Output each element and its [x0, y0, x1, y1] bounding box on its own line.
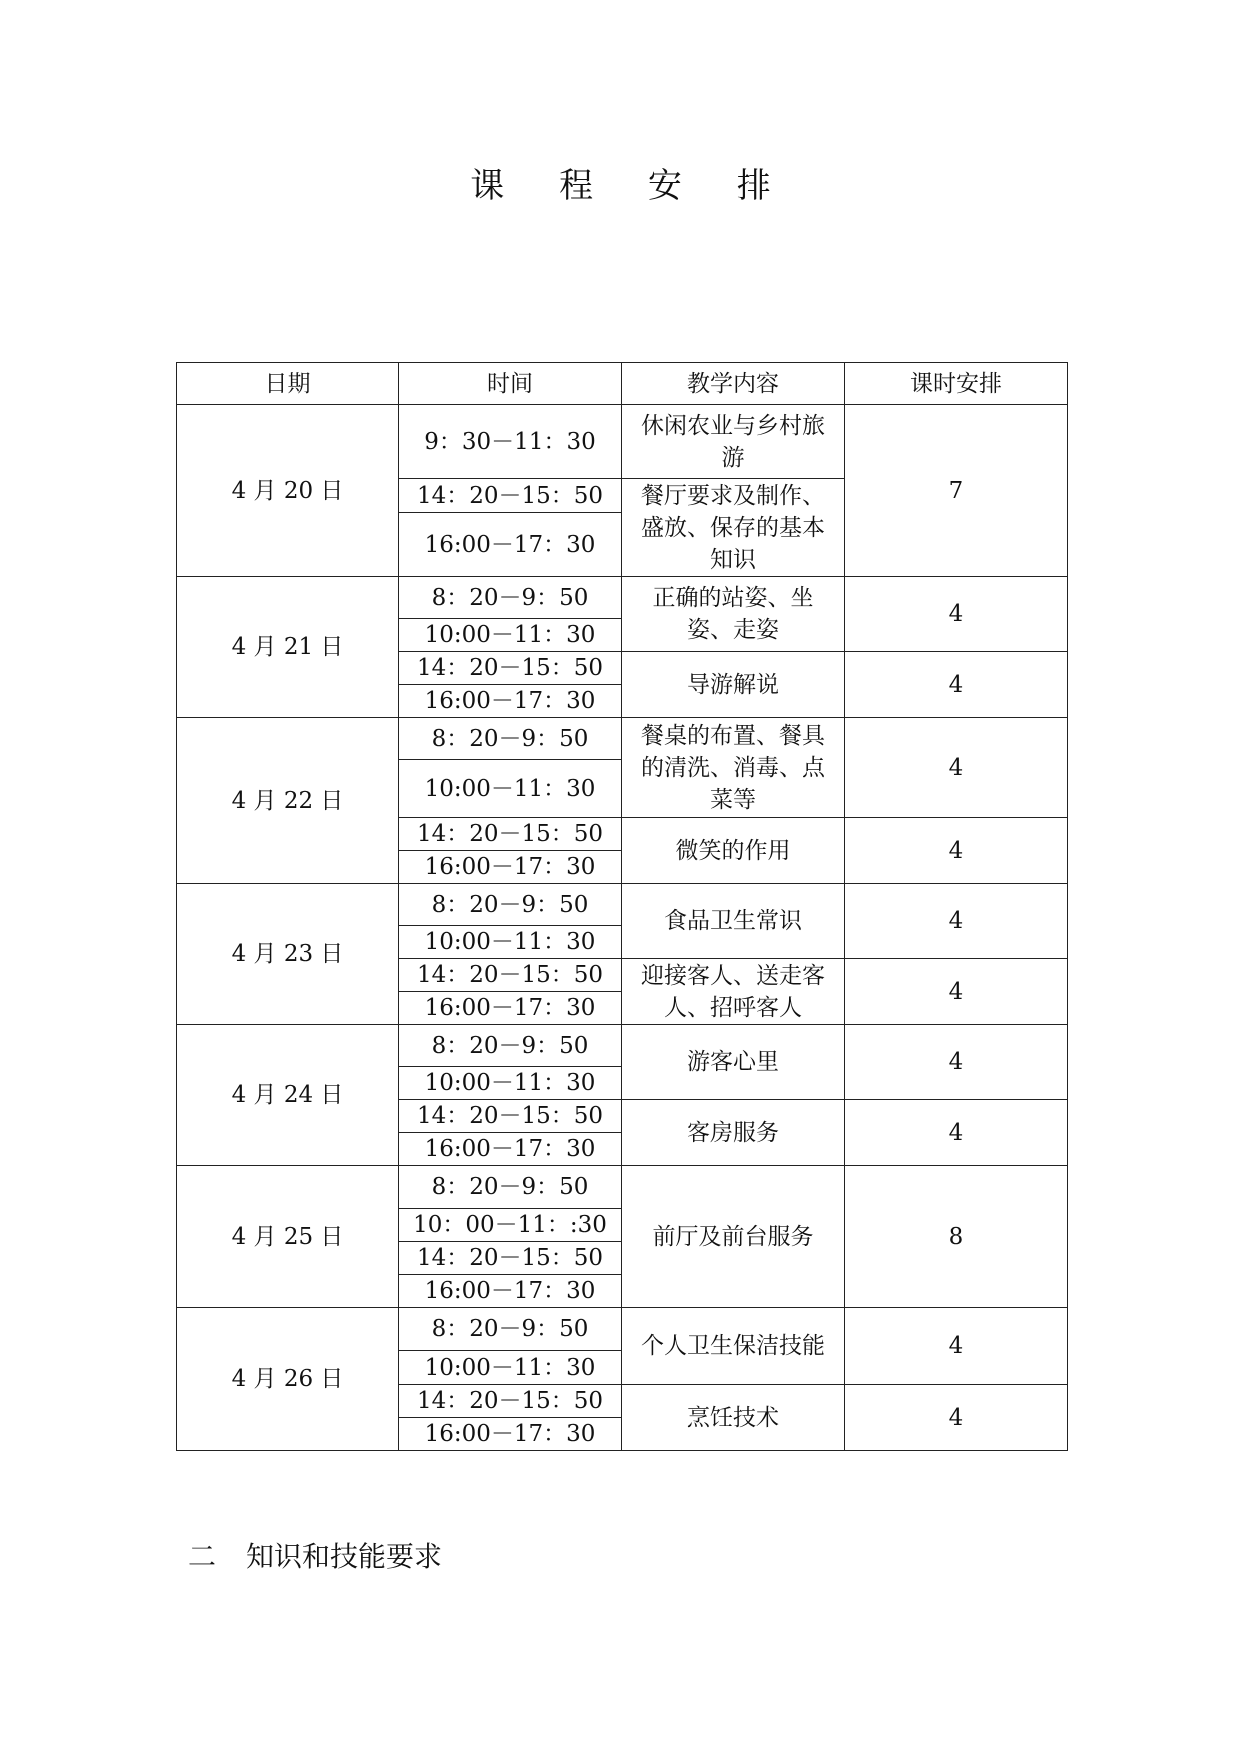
table-row: [177, 884, 1068, 926]
table-row: [177, 405, 1068, 479]
hours-cell: 4: [845, 652, 1068, 718]
date-cell: 4 月 20 日: [177, 405, 399, 577]
table-header-row: [177, 363, 1068, 405]
time-cell: 8：20－9：50: [399, 1025, 622, 1067]
time-cell: 8：20－9：50: [399, 1166, 622, 1209]
header-content: 教学内容: [622, 363, 845, 405]
hours-cell: 4: [845, 1100, 1068, 1166]
schedule-table: [176, 362, 1068, 1451]
header-date: 日期: [177, 363, 399, 405]
content-cell: 微笑的作用: [622, 818, 845, 884]
content-cell: 游客心里: [622, 1025, 845, 1100]
time-cell: 8：20－9：50: [399, 718, 622, 760]
time-cell: 10:00－11：30: [399, 1067, 622, 1100]
time-cell: 10:00－11：30: [399, 760, 622, 818]
time-cell: 14：20－15：50: [399, 652, 622, 685]
time-cell: 10:00－11：30: [399, 926, 622, 959]
time-cell: 16:00－17：30: [399, 1133, 622, 1166]
section-heading: [188, 1535, 442, 1575]
time-cell: 10:00－11：30: [399, 1351, 622, 1385]
content-cell: 食品卫生常识: [622, 884, 845, 959]
content-cell: 导游解说: [622, 652, 845, 718]
hours-cell: 4: [845, 1308, 1068, 1385]
content-cell: 烹饪技术: [622, 1385, 845, 1451]
date-cell: 4 月 23 日: [177, 884, 399, 1025]
hours-cell: 4: [845, 1025, 1068, 1100]
time-cell: 8：20－9：50: [399, 577, 622, 619]
hours-cell: 4: [845, 577, 1068, 652]
time-cell: 9：30－11：30: [399, 405, 622, 479]
hours-cell: 7: [845, 405, 1068, 577]
time-cell: 16:00－17：30: [399, 685, 622, 718]
time-cell: 10:00－11：30: [399, 619, 622, 652]
content-cell: 餐厅要求及制作、盛放、保存的基本知识: [622, 479, 845, 577]
time-cell: 10：00－11：:30: [399, 1209, 622, 1242]
time-cell: 14：20－15：50: [399, 1100, 622, 1133]
table-row: [177, 577, 1068, 619]
date-cell: 4 月 21 日: [177, 577, 399, 718]
time-cell: 8：20－9：50: [399, 1308, 622, 1351]
content-cell: 个人卫生保洁技能: [622, 1308, 845, 1385]
time-cell: 14：20－15：50: [399, 1385, 622, 1418]
date-cell: 4 月 24 日: [177, 1025, 399, 1166]
date-cell: 4 月 26 日: [177, 1308, 399, 1451]
section-number: 二: [188, 1540, 217, 1573]
date-cell: 4 月 25 日: [177, 1166, 399, 1308]
hours-cell: 4: [845, 959, 1068, 1025]
page-title: 课 程 安 排: [470, 166, 793, 206]
time-cell: 14：20－15：50: [399, 1242, 622, 1275]
time-cell: 14：20－15：50: [399, 959, 622, 992]
time-cell: 16:00－17：30: [399, 1418, 622, 1451]
hours-cell: 4: [845, 818, 1068, 884]
table-row: [177, 718, 1068, 760]
time-cell: 8：20－9：50: [399, 884, 622, 926]
time-cell: 16:00－17：30: [399, 513, 622, 577]
time-cell: 16:00－17：30: [399, 992, 622, 1025]
hours-cell: 4: [845, 1385, 1068, 1451]
table-row: [177, 1025, 1068, 1067]
header-hours: 课时安排: [845, 363, 1068, 405]
hours-cell: 4: [845, 884, 1068, 959]
table-row: [177, 1308, 1068, 1351]
content-cell: 休闲农业与乡村旅游: [622, 405, 845, 479]
section-title: 知识和技能要求: [246, 1540, 443, 1573]
table-row: [177, 1166, 1068, 1209]
header-time: 时间: [399, 363, 622, 405]
time-cell: 14：20－15：50: [399, 479, 622, 513]
content-cell: 迎接客人、送走客人、招呼客人: [622, 959, 845, 1025]
content-cell: 餐桌的布置、餐具的清洗、消毒、点菜等: [622, 718, 845, 818]
hours-cell: 8: [845, 1166, 1068, 1308]
time-cell: 14：20－15：50: [399, 818, 622, 851]
content-cell: 正确的站姿、坐姿、走姿: [622, 577, 845, 652]
hours-cell: 4: [845, 718, 1068, 818]
content-cell: 客房服务: [622, 1100, 845, 1166]
time-cell: 16:00－17：30: [399, 851, 622, 884]
date-cell: 4 月 22 日: [177, 718, 399, 884]
content-cell: 前厅及前台服务: [622, 1166, 845, 1308]
time-cell: 16:00－17：30: [399, 1275, 622, 1308]
